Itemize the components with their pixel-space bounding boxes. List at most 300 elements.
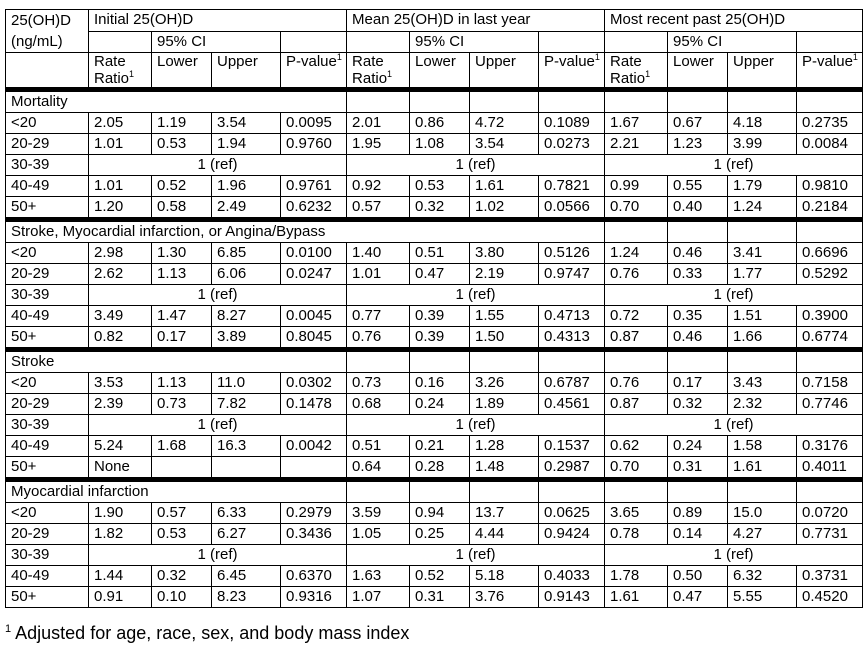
lower-cell: 0.46: [668, 243, 728, 264]
row-label: 30-39: [6, 285, 89, 306]
lower-cell: 0.67: [668, 113, 728, 134]
p-value-cell: 0.3900: [797, 306, 863, 327]
p-value-cell: 0.0100: [281, 243, 347, 264]
empty-cell: [539, 350, 605, 373]
p-value-cell: 0.0042: [281, 436, 347, 457]
rate-ratio-cell: 5.24: [89, 436, 152, 457]
table-row: [6, 373, 863, 394]
rate-ratio-header-text: Rate Ratio: [352, 53, 388, 87]
p-value-cell: 0.0247: [281, 264, 347, 285]
lower-cell: 1.30: [152, 243, 212, 264]
upper-cell: 11.0: [212, 373, 281, 394]
empty-cell: [605, 350, 668, 373]
upper-header: Upper: [470, 53, 539, 90]
upper-header: Upper: [212, 53, 281, 90]
p-value-cell: 0.0625: [539, 503, 605, 524]
superscript-marker: 1: [645, 69, 651, 79]
rate-ratio-cell: 3.53: [89, 373, 152, 394]
lower-cell: 0.17: [152, 327, 212, 350]
upper-cell: 3.80: [470, 243, 539, 264]
rate-ratio-cell: 0.72: [605, 306, 668, 327]
p-value-cell: 0.9761: [281, 176, 347, 197]
table-row: [6, 524, 863, 545]
empty-cell: [605, 480, 668, 503]
reference-cell: 1 (ref): [347, 415, 605, 436]
rate-ratio-cell: 0.62: [605, 436, 668, 457]
rate-ratio-cell: 1.82: [89, 524, 152, 545]
section-header-row: [6, 90, 863, 113]
rate-ratio-cell: 3.65: [605, 503, 668, 524]
upper-cell: 4.72: [470, 113, 539, 134]
upper-cell: 4.27: [728, 524, 797, 545]
upper-cell: 13.7: [470, 503, 539, 524]
lower-cell: 0.25: [410, 524, 470, 545]
p-value-cell: 0.3436: [281, 524, 347, 545]
empty-cell: [797, 220, 863, 243]
p-value-cell: 0.0095: [281, 113, 347, 134]
upper-cell: 6.85: [212, 243, 281, 264]
upper-cell: 3.76: [470, 587, 539, 608]
p-value-cell: 0.9810: [797, 176, 863, 197]
p-value-cell: 0.9143: [539, 587, 605, 608]
lower-cell: 0.47: [668, 587, 728, 608]
upper-cell: 6.06: [212, 264, 281, 285]
lower-cell: 0.52: [410, 566, 470, 587]
p-value-cell: 0.2979: [281, 503, 347, 524]
empty-cell: [797, 90, 863, 113]
p-value-cell: 0.9424: [539, 524, 605, 545]
lower-cell: 0.55: [668, 176, 728, 197]
upper-cell: 1.24: [728, 197, 797, 220]
p-value-cell: 0.7821: [539, 176, 605, 197]
p-value-cell: 0.6774: [797, 327, 863, 350]
table-row: [6, 503, 863, 524]
rate-ratio-cell: 1.44: [89, 566, 152, 587]
p-value-cell: 0.5126: [539, 243, 605, 264]
table-row: [6, 545, 863, 566]
table-row: [6, 436, 863, 457]
rate-ratio-cell: 1.01: [347, 264, 410, 285]
p-value-cell: 0.6787: [539, 373, 605, 394]
empty-cell: [470, 480, 539, 503]
p-value-cell: 0.9316: [281, 587, 347, 608]
p-value-header-text: P-value: [286, 53, 337, 70]
row-label: 30-39: [6, 545, 89, 566]
upper-cell: 8.27: [212, 306, 281, 327]
empty-cell: [668, 90, 728, 113]
section-title: Mortality: [6, 90, 347, 113]
p-value-cell: 0.2735: [797, 113, 863, 134]
upper-cell: 1.89: [470, 394, 539, 415]
empty-cell: [470, 90, 539, 113]
upper-cell: 6.45: [212, 566, 281, 587]
p-value-header: [797, 53, 863, 90]
rate-ratio-cell: 0.87: [605, 394, 668, 415]
p-value-cell: 0.7731: [797, 524, 863, 545]
rate-ratio-cell: 0.91: [89, 587, 152, 608]
rate-ratio-cell: 0.76: [605, 373, 668, 394]
lower-cell: 1.13: [152, 264, 212, 285]
rate-ratio-cell: 3.49: [89, 306, 152, 327]
rate-ratio-header-text: Rate Ratio: [610, 53, 646, 87]
p-value-cell: 0.6232: [281, 197, 347, 220]
lower-cell: 0.39: [410, 327, 470, 350]
rate-ratio-cell: 0.68: [347, 394, 410, 415]
empty-cell: [605, 90, 668, 113]
reference-cell: 1 (ref): [605, 415, 863, 436]
upper-cell: 1.28: [470, 436, 539, 457]
upper-cell: 3.89: [212, 327, 281, 350]
lower-cell: 0.57: [152, 503, 212, 524]
p-value-cell: 0.5292: [797, 264, 863, 285]
upper-cell: 1.94: [212, 134, 281, 155]
upper-cell: 1.50: [470, 327, 539, 350]
p-value-cell: 0.0045: [281, 306, 347, 327]
upper-cell: 1.48: [470, 457, 539, 480]
lower-cell: 0.73: [152, 394, 212, 415]
upper-cell: 8.23: [212, 587, 281, 608]
row-label: <20: [6, 373, 89, 394]
lower-cell: 0.86: [410, 113, 470, 134]
empty-cell: [347, 90, 410, 113]
lower-cell: 0.24: [668, 436, 728, 457]
rate-ratio-cell: 1.01: [89, 176, 152, 197]
section-title: Stroke: [6, 350, 347, 373]
lower-cell: 0.33: [668, 264, 728, 285]
lower-cell: 0.32: [152, 566, 212, 587]
rate-ratio-header-text: Rate Ratio: [94, 53, 130, 87]
reference-cell: 1 (ref): [89, 155, 347, 176]
reference-cell: 1 (ref): [347, 155, 605, 176]
table-row: [6, 197, 863, 220]
p-value-cell: 0.2184: [797, 197, 863, 220]
lower-header: Lower: [668, 53, 728, 90]
lower-cell: 0.31: [410, 587, 470, 608]
lower-cell: 0.52: [152, 176, 212, 197]
rate-ratio-cell: 1.61: [605, 587, 668, 608]
lower-header: Lower: [152, 53, 212, 90]
lower-cell: 1.68: [152, 436, 212, 457]
table-row: [6, 587, 863, 608]
p-value-cell: 0.4313: [539, 327, 605, 350]
row-label: 20-29: [6, 264, 89, 285]
row-label: 50+: [6, 587, 89, 608]
empty-cell: [728, 350, 797, 373]
upper-cell: 1.51: [728, 306, 797, 327]
rate-ratio-cell: 1.20: [89, 197, 152, 220]
p-value-cell: 0.4520: [797, 587, 863, 608]
section-title: Myocardial infarction: [6, 480, 347, 503]
rate-ratio-cell: 2.01: [347, 113, 410, 134]
rate-ratio-cell: 0.70: [605, 457, 668, 480]
rate-ratio-cell: 0.92: [347, 176, 410, 197]
upper-cell: 7.82: [212, 394, 281, 415]
reference-cell: 1 (ref): [605, 545, 863, 566]
rate-ratio-cell: 3.59: [347, 503, 410, 524]
rate-ratio-cell: 0.82: [89, 327, 152, 350]
table-row: [6, 264, 863, 285]
upper-cell: 3.26: [470, 373, 539, 394]
section-header-row: [6, 220, 863, 243]
ci-header: 95% CI: [152, 31, 281, 53]
lower-cell: 0.24: [410, 394, 470, 415]
superscript-marker: 1: [336, 52, 342, 62]
empty-cell: [539, 480, 605, 503]
row-label: 40-49: [6, 306, 89, 327]
table-row: [6, 113, 863, 134]
row-label-header-cont: [6, 53, 89, 90]
p-value-cell: 0.3176: [797, 436, 863, 457]
lower-cell: 0.32: [668, 394, 728, 415]
row-label: 20-29: [6, 524, 89, 545]
footnote-text: Adjusted for age, race, sex, and body mass index: [15, 623, 410, 643]
lower-cell: 0.47: [410, 264, 470, 285]
upper-cell: 1.58: [728, 436, 797, 457]
empty-cell: [470, 350, 539, 373]
table-row: [6, 327, 863, 350]
rate-ratio-cell: 0.73: [347, 373, 410, 394]
lower-cell: 0.89: [668, 503, 728, 524]
rate-ratio-cell: 1.67: [605, 113, 668, 134]
rate-ratio-header: [347, 53, 410, 90]
lower-cell: 0.50: [668, 566, 728, 587]
results-table: [5, 9, 863, 608]
lower-cell: 1.19: [152, 113, 212, 134]
reference-cell: 1 (ref): [89, 285, 347, 306]
empty-cell: [728, 480, 797, 503]
p-value-cell: 0.1478: [281, 394, 347, 415]
empty-cell: [410, 480, 470, 503]
lower-cell: 0.53: [152, 134, 212, 155]
p-value-cell: 0.7746: [797, 394, 863, 415]
rate-ratio-cell: 2.62: [89, 264, 152, 285]
rate-ratio-header: [605, 53, 668, 90]
ci-header: 95% CI: [410, 31, 539, 53]
p-value-cell: 0.4713: [539, 306, 605, 327]
p-value-cell: 0.3731: [797, 566, 863, 587]
empty-cell: [539, 90, 605, 113]
upper-header: Upper: [728, 53, 797, 90]
rate-ratio-cell: None: [89, 457, 152, 480]
lower-cell: 1.08: [410, 134, 470, 155]
reference-cell: 1 (ref): [89, 415, 347, 436]
upper-cell: 4.44: [470, 524, 539, 545]
row-label: <20: [6, 113, 89, 134]
row-label: 20-29: [6, 134, 89, 155]
upper-cell: 1.61: [470, 176, 539, 197]
lower-cell: 0.46: [668, 327, 728, 350]
row-label: 50+: [6, 197, 89, 220]
p-value-cell: 0.8045: [281, 327, 347, 350]
lower-cell: 0.58: [152, 197, 212, 220]
p-value-cell: [281, 457, 347, 480]
table-row: [6, 394, 863, 415]
reference-cell: 1 (ref): [347, 285, 605, 306]
p-value-cell: 0.6370: [281, 566, 347, 587]
p-value-cell: 0.4033: [539, 566, 605, 587]
p-value-header: [281, 53, 347, 90]
p-value-cell: 0.1089: [539, 113, 605, 134]
upper-cell: 6.27: [212, 524, 281, 545]
rate-ratio-cell: 1.78: [605, 566, 668, 587]
upper-cell: 6.32: [728, 566, 797, 587]
lower-cell: [152, 457, 212, 480]
rate-ratio-cell: 0.76: [347, 327, 410, 350]
upper-cell: 6.33: [212, 503, 281, 524]
upper-cell: 3.54: [212, 113, 281, 134]
p-value-cell: 0.6696: [797, 243, 863, 264]
group-header-mean: Mean 25(OH)D in last year: [347, 10, 605, 32]
footnote: [5, 621, 409, 645]
rate-ratio-cell: 2.39: [89, 394, 152, 415]
p-value-cell: 0.0720: [797, 503, 863, 524]
reference-cell: 1 (ref): [347, 545, 605, 566]
section-title: Stroke, Myocardial infarction, or Angina/Bypass: [6, 220, 605, 243]
p-value-cell: 0.9760: [281, 134, 347, 155]
rate-ratio-cell: 2.05: [89, 113, 152, 134]
rate-ratio-cell: 0.99: [605, 176, 668, 197]
p-value-cell: 0.4561: [539, 394, 605, 415]
rate-ratio-cell: 1.01: [89, 134, 152, 155]
lower-cell: 0.53: [410, 176, 470, 197]
lower-cell: 0.16: [410, 373, 470, 394]
lower-cell: 0.51: [410, 243, 470, 264]
empty-cell: [347, 480, 410, 503]
rate-ratio-cell: 0.78: [605, 524, 668, 545]
superscript-marker: 1: [594, 52, 600, 62]
superscript-marker: 1: [387, 69, 393, 79]
empty-cell: [347, 350, 410, 373]
table-row: [6, 176, 863, 197]
reference-cell: 1 (ref): [605, 285, 863, 306]
upper-cell: 3.43: [728, 373, 797, 394]
rate-ratio-cell: 0.57: [347, 197, 410, 220]
upper-cell: 1.79: [728, 176, 797, 197]
rate-ratio-cell: 1.07: [347, 587, 410, 608]
rate-ratio-cell: 1.63: [347, 566, 410, 587]
upper-cell: 1.61: [728, 457, 797, 480]
empty-cell: [668, 480, 728, 503]
upper-cell: 4.18: [728, 113, 797, 134]
lower-header: Lower: [410, 53, 470, 90]
table-row: [6, 306, 863, 327]
lower-cell: 0.28: [410, 457, 470, 480]
upper-cell: 3.54: [470, 134, 539, 155]
upper-cell: 1.77: [728, 264, 797, 285]
table-row: [6, 566, 863, 587]
p-value-cell: 0.2987: [539, 457, 605, 480]
p-value-cell: 0.0302: [281, 373, 347, 394]
upper-cell: 2.49: [212, 197, 281, 220]
superscript-marker: 1: [129, 69, 135, 79]
lower-cell: 0.40: [668, 197, 728, 220]
lower-cell: 0.31: [668, 457, 728, 480]
empty-cell: [668, 350, 728, 373]
empty-cell: [410, 350, 470, 373]
empty-cell: [605, 220, 668, 243]
rate-ratio-cell: 0.76: [605, 264, 668, 285]
table-row: [6, 243, 863, 264]
rate-ratio-cell: 0.77: [347, 306, 410, 327]
rate-ratio-cell: 1.95: [347, 134, 410, 155]
row-label: 30-39: [6, 415, 89, 436]
row-label: 40-49: [6, 436, 89, 457]
rate-ratio-cell: 2.21: [605, 134, 668, 155]
ci-header: 95% CI: [668, 31, 797, 53]
row-label: 50+: [6, 457, 89, 480]
lower-cell: 0.10: [152, 587, 212, 608]
lower-cell: 0.17: [668, 373, 728, 394]
p-value-cell: 0.0084: [797, 134, 863, 155]
upper-cell: 5.55: [728, 587, 797, 608]
empty-cell: [728, 220, 797, 243]
lower-cell: 0.39: [410, 306, 470, 327]
empty-cell: [668, 220, 728, 243]
rate-ratio-cell: 0.70: [605, 197, 668, 220]
rate-ratio-header: [89, 53, 152, 90]
footnote-marker: 1: [5, 623, 12, 635]
section-header-row: [6, 480, 863, 503]
table-row: [6, 134, 863, 155]
upper-cell: 5.18: [470, 566, 539, 587]
upper-cell: 2.32: [728, 394, 797, 415]
lower-cell: 0.53: [152, 524, 212, 545]
p-value-cell: 0.4011: [797, 457, 863, 480]
empty-cell: [410, 90, 470, 113]
p-value-cell: 0.7158: [797, 373, 863, 394]
lower-cell: 0.94: [410, 503, 470, 524]
lower-cell: 1.47: [152, 306, 212, 327]
section-header-row: [6, 350, 863, 373]
empty-cell: [728, 90, 797, 113]
p-value-header: [539, 53, 605, 90]
superscript-marker: 1: [852, 52, 858, 62]
row-label: 40-49: [6, 176, 89, 197]
upper-cell: 3.41: [728, 243, 797, 264]
reference-cell: 1 (ref): [89, 545, 347, 566]
rate-ratio-cell: 0.51: [347, 436, 410, 457]
table-row: [6, 415, 863, 436]
empty-cell: [797, 480, 863, 503]
lower-cell: 1.13: [152, 373, 212, 394]
rate-ratio-cell: 1.90: [89, 503, 152, 524]
upper-cell: 3.99: [728, 134, 797, 155]
lower-cell: 0.14: [668, 524, 728, 545]
row-label: <20: [6, 503, 89, 524]
p-value-cell: 0.9747: [539, 264, 605, 285]
row-label: 40-49: [6, 566, 89, 587]
table-row: [6, 155, 863, 176]
p-value-cell: 0.0566: [539, 197, 605, 220]
empty-cell: [797, 350, 863, 373]
row-label-header: 25(OH)D (ng/mL): [6, 10, 89, 53]
row-label: 20-29: [6, 394, 89, 415]
row-label: 50+: [6, 327, 89, 350]
group-header-recent: Most recent past 25(OH)D: [605, 10, 863, 32]
lower-cell: 1.23: [668, 134, 728, 155]
lower-cell: 0.35: [668, 306, 728, 327]
p-value-cell: 0.0273: [539, 134, 605, 155]
lower-cell: 0.21: [410, 436, 470, 457]
p-value-header-text: P-value: [544, 53, 595, 70]
row-label: <20: [6, 243, 89, 264]
upper-cell: 15.0: [728, 503, 797, 524]
upper-cell: 1.02: [470, 197, 539, 220]
p-value-header-text: P-value: [802, 53, 853, 70]
rate-ratio-cell: 1.05: [347, 524, 410, 545]
table-row: [6, 285, 863, 306]
rate-ratio-cell: 2.98: [89, 243, 152, 264]
